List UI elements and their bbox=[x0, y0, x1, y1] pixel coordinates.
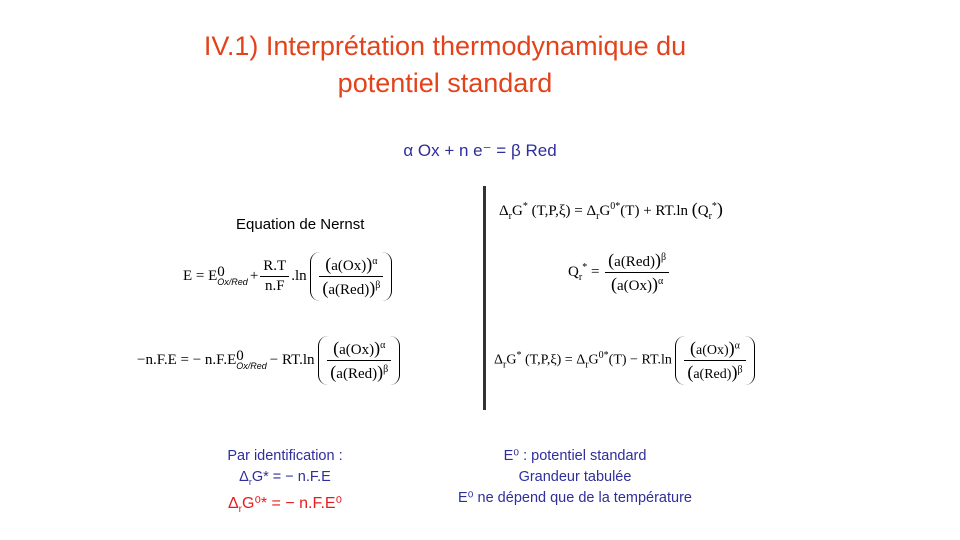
plus-sign: + bbox=[249, 267, 259, 284]
ln-label: .ln bbox=[291, 267, 307, 284]
e0-definition: E⁰ : potentiel standard bbox=[503, 448, 647, 464]
tabulated-quantity: Grandeur tabulée bbox=[518, 469, 632, 485]
r-sub-4: r bbox=[578, 271, 583, 283]
rt-ln-minus: − RT.ln bbox=[269, 351, 315, 368]
title-line-2: potentiel standard bbox=[337, 68, 553, 98]
a-ox-4: a(Ox) bbox=[695, 343, 729, 358]
nfe-lhs: −n.F.E = − n.F.E bbox=[137, 351, 237, 368]
identification-block bbox=[190, 446, 380, 520]
e0-sup: 0 bbox=[217, 263, 225, 280]
nernst-label: Equation de Nernst bbox=[236, 216, 365, 233]
drg-equation: $\Delta_rG^*$ $(T,P,\xi) = \Delta_rG^{0*}(T) + RT.\ln$ $(Q_r^*)$ bbox=[499, 199, 723, 222]
alpha-exp-3: α bbox=[657, 276, 664, 287]
g-symbol-2: G bbox=[506, 352, 517, 368]
alpha-exp: α bbox=[372, 256, 378, 267]
nfe-equation bbox=[137, 336, 400, 385]
a-ox: a(Ox) bbox=[331, 258, 367, 274]
activity-ratio-2: $\frac{(a(Ox))^\alpha}{(a(Red))^\beta}$ bbox=[318, 336, 400, 385]
ox-red-sub-2: Ox/Red bbox=[236, 360, 267, 371]
tpxi-text-2: (T,P,ξ) = Δ bbox=[524, 352, 586, 368]
equals-sign: = bbox=[590, 263, 600, 280]
a-red-4: a(Red) bbox=[693, 367, 732, 382]
beta-exp-3: β bbox=[660, 252, 667, 263]
delta-symbol: Δ bbox=[499, 203, 509, 219]
beta-exp-2: β bbox=[383, 364, 389, 375]
beta-exp-4: β bbox=[737, 364, 743, 376]
star-sup: * bbox=[522, 201, 528, 212]
star-sup-3: * bbox=[582, 261, 588, 273]
e0-sup-2: 0 bbox=[236, 347, 244, 364]
rt-over-nf bbox=[260, 258, 289, 295]
drg0-star-identity: $\Delta_rG^0*$ = − n.F.E⁰ bbox=[227, 494, 342, 516]
vertical-divider bbox=[483, 186, 486, 410]
drg-equation-2 bbox=[494, 336, 755, 385]
q-symbol-2: Q bbox=[568, 263, 579, 280]
slide-title bbox=[0, 28, 890, 102]
standard-potential-block bbox=[420, 446, 730, 509]
nernst-equation bbox=[183, 252, 392, 301]
a-red: a(Red) bbox=[328, 282, 370, 298]
activity-ratio-3: $\frac{(a(Ox))^\alpha}{(a(Red))^\beta}$ bbox=[675, 336, 754, 385]
r-sub-6: r bbox=[585, 359, 589, 371]
nf-denominator: n.F bbox=[260, 276, 289, 295]
r-sub-3: r bbox=[708, 211, 712, 222]
delta-symbol-2: Δ bbox=[494, 352, 504, 368]
qr-fraction: $\frac{(a(Red))^\beta}{(a(Ox))^\alpha}$ bbox=[605, 250, 669, 295]
g0-symbol: G bbox=[599, 203, 611, 219]
tpxi-text: (T,P,ξ) = Δ bbox=[531, 203, 597, 219]
alpha-exp-4: α bbox=[734, 340, 740, 352]
drg-star-identity: $\Delta_rG*$ = − n.F.E bbox=[239, 469, 331, 487]
identification-heading: Par identification : bbox=[227, 448, 343, 464]
redox-reaction: α Ox + n e⁻ = β Red bbox=[403, 141, 557, 160]
r-sub: r bbox=[508, 211, 512, 222]
t-plus-rtln: (T) + RT.ln bbox=[620, 203, 688, 219]
0star-sup: 0* bbox=[610, 201, 621, 212]
q-symbol: Q bbox=[697, 203, 709, 219]
qr-definition bbox=[568, 250, 671, 295]
rt-numerator: R.T bbox=[263, 258, 287, 274]
ox-red-sub: Ox/Red bbox=[217, 276, 248, 287]
a-red-2: a(Red) bbox=[336, 366, 378, 382]
star-sup-2: * bbox=[711, 201, 717, 212]
g0-symbol-2: G bbox=[588, 352, 599, 368]
a-ox-2: a(Ox) bbox=[339, 342, 375, 358]
activity-ratio: $\frac{(a(Ox))^\alpha}{(a(Red))^\beta}$ bbox=[310, 252, 392, 301]
star-sup-4: * bbox=[516, 350, 522, 362]
t-minus-rtln: (T) − RT.ln bbox=[608, 352, 672, 368]
alpha-exp-2: α bbox=[380, 340, 386, 351]
title-line-1: IV.1) Interprétation thermodynamique du bbox=[203, 31, 687, 61]
r-sub-2: r bbox=[596, 211, 600, 222]
g-symbol: G bbox=[512, 203, 523, 219]
0star-sup-2: 0* bbox=[598, 350, 609, 362]
beta-exp: β bbox=[375, 280, 381, 291]
r-sub-5: r bbox=[503, 359, 507, 371]
temperature-dependence: E⁰ ne dépend que de la température bbox=[458, 490, 692, 506]
a-ox-3: a(Ox) bbox=[616, 278, 652, 294]
nernst-lhs: E = E bbox=[183, 267, 218, 284]
a-red-3: a(Red) bbox=[614, 254, 655, 270]
